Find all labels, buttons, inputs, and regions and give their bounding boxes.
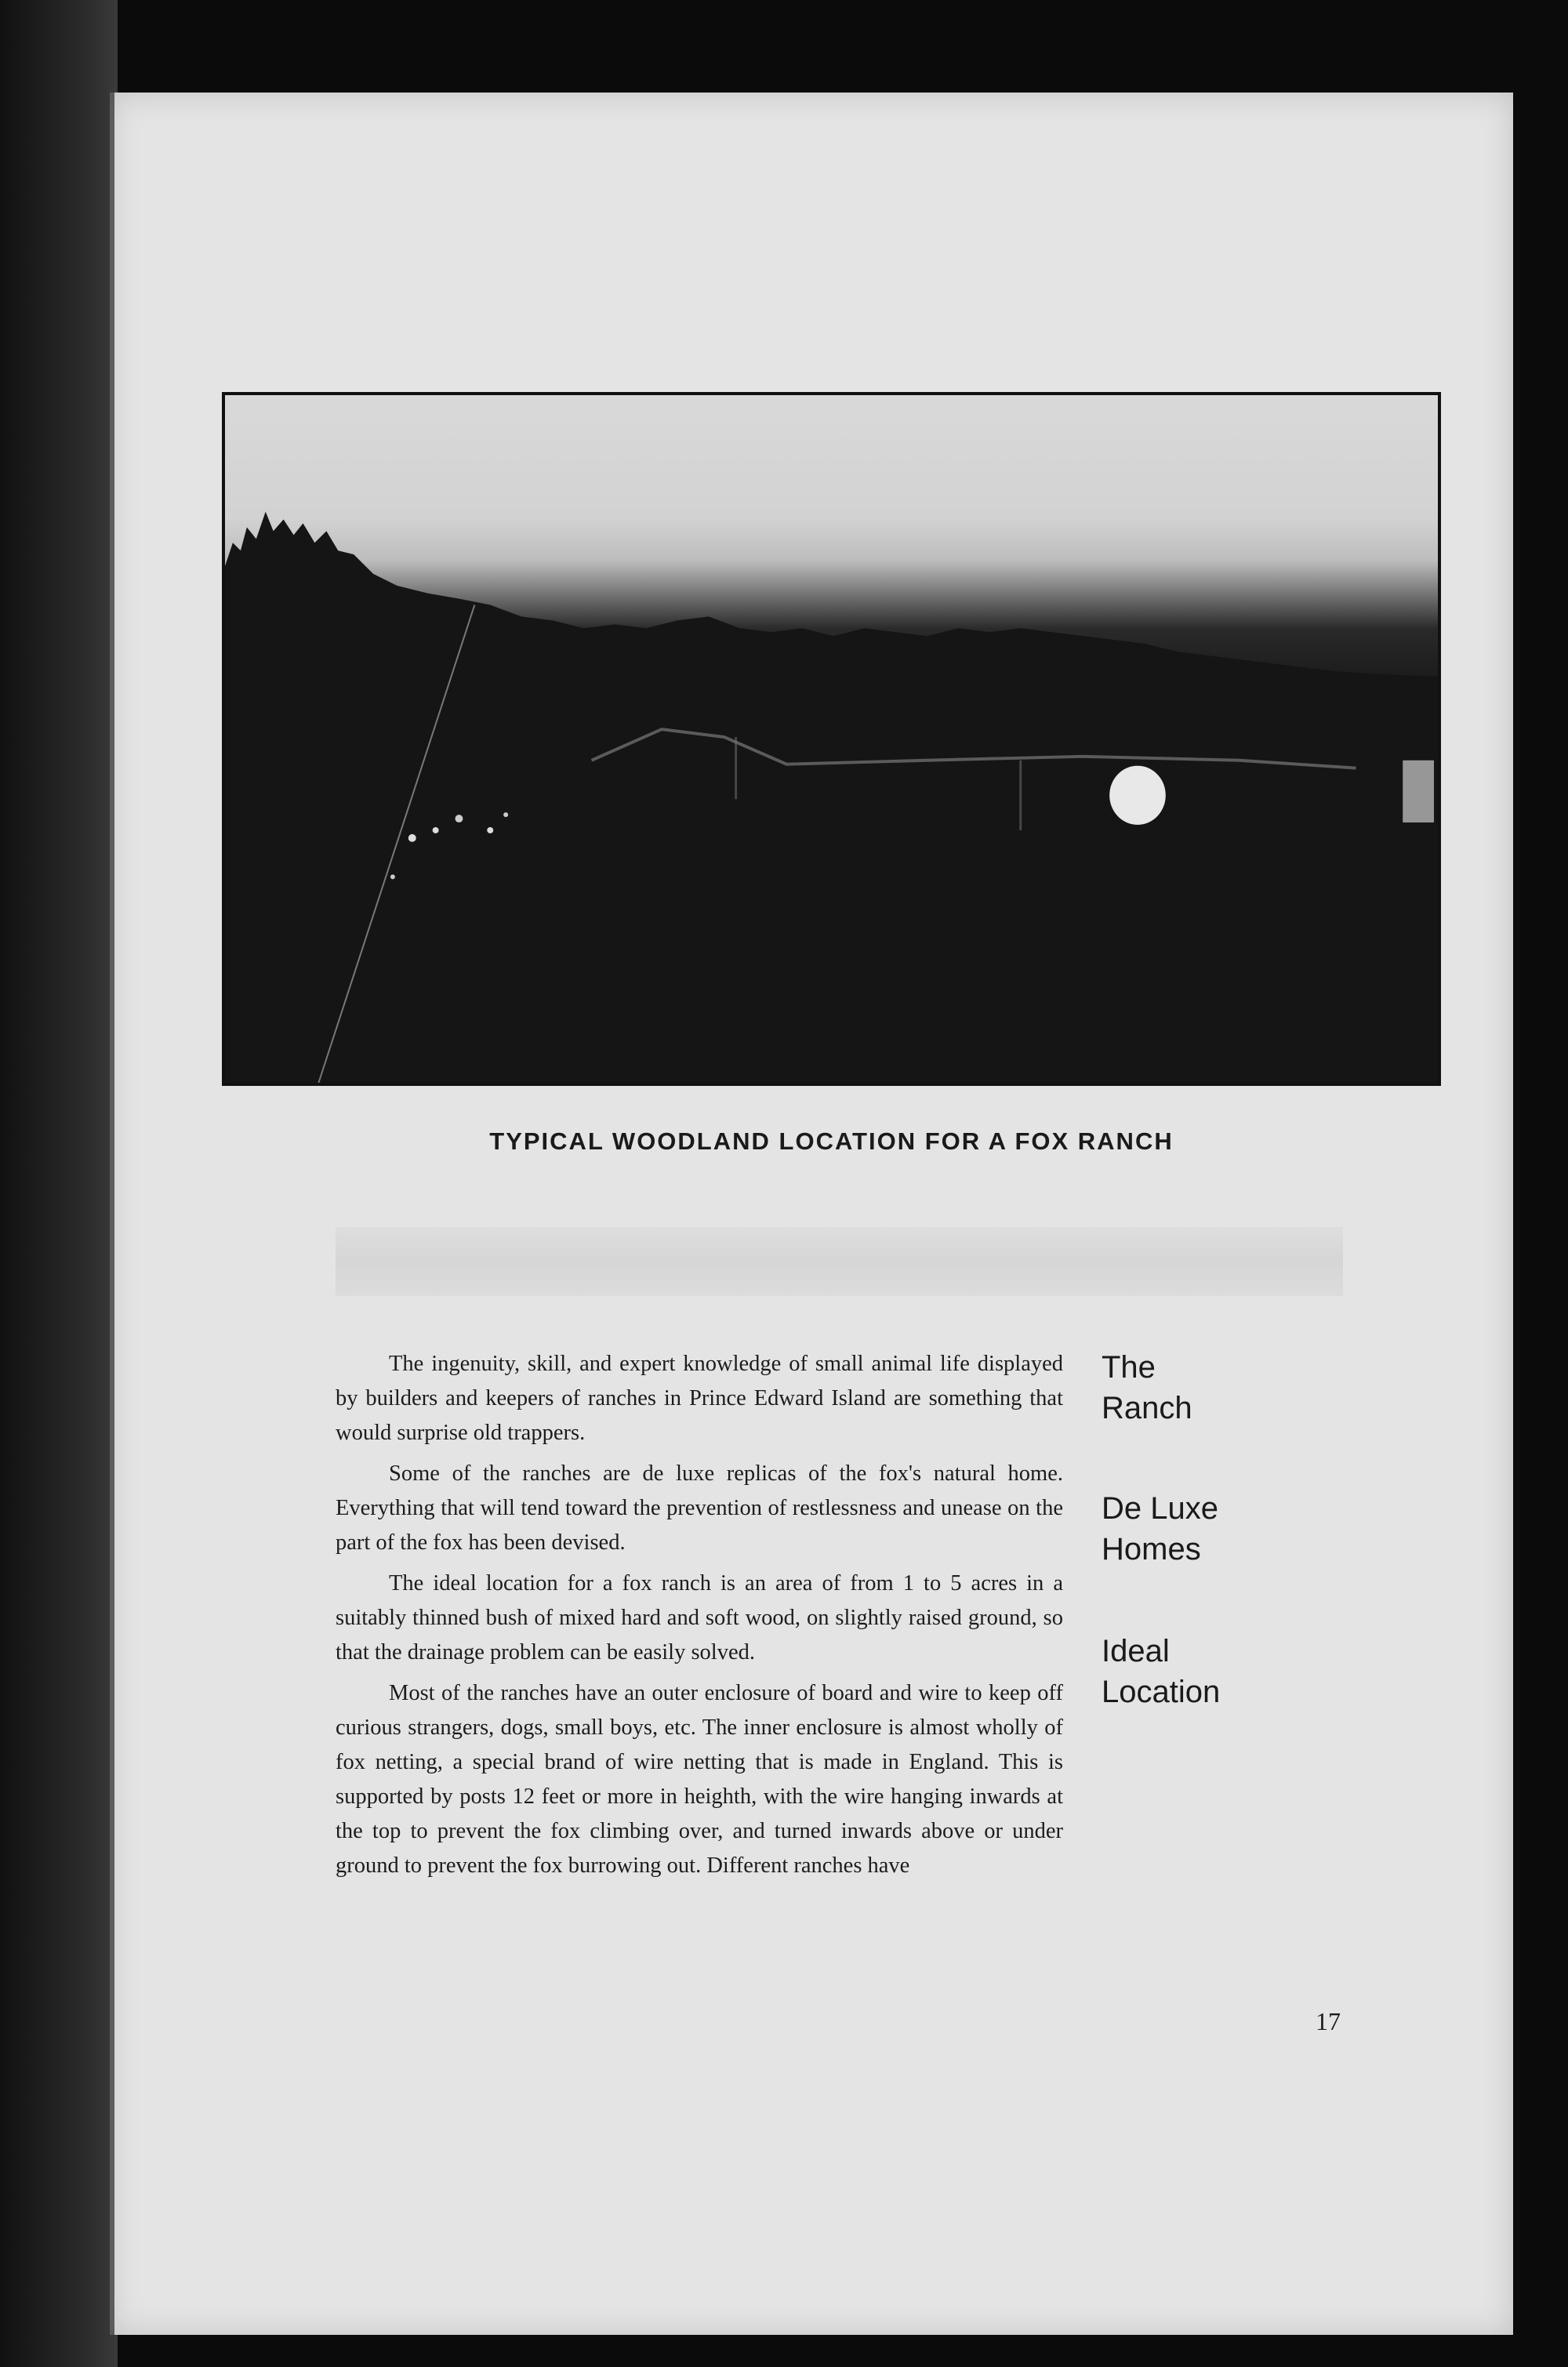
woodland-photograph xyxy=(222,392,1441,1086)
margin-note-line: Homes xyxy=(1102,1532,1201,1567)
margin-note-line: Ranch xyxy=(1102,1391,1192,1425)
margin-note-line: De Luxe xyxy=(1102,1491,1218,1526)
decorative-band xyxy=(336,1227,1343,1296)
tree-silhouette-image xyxy=(225,395,1438,1083)
margin-note-line: Ideal xyxy=(1102,1634,1170,1668)
margin-note-de-luxe-homes xyxy=(1102,1488,1218,1570)
margin-note-ideal-location xyxy=(1102,1631,1220,1712)
paragraph-deluxe-homes: Some of the ranches are de luxe replicas of the fox's natural home. Everything that will tend toward the prevention of restlessness and unease on the part of the fox has been devised. xyxy=(336,1461,1063,1555)
page-number: 17 xyxy=(1316,2007,1341,2035)
margin-note-line: Location xyxy=(1102,1675,1221,1709)
paragraph-ideal-location: The ideal location for a fox ranch is an area of from 1 to 5 acres in a suitably thinned bush of mixed hard and soft wood, on slightly raised ground, so that the drainage problem can be easily solved. xyxy=(336,1571,1063,1665)
page-binding-edge xyxy=(110,93,114,2335)
article-body xyxy=(336,1347,1063,1890)
paragraph-ranch: The ingenuity, skill, and expert knowledge of small animal life displayed by builders and keepers of ranches in Prince Edward Island are something that would surprise old trappers. xyxy=(336,1352,1063,1445)
margin-note-the-ranch xyxy=(1102,1347,1192,1429)
margin-note-line: The xyxy=(1102,1350,1156,1385)
facing-page-edge xyxy=(0,0,118,2367)
paragraph-enclosures: Most of the ranches have an outer enclosure of board and wire to keep off curious strangers, dogs, small boys, etc. The inner enclosure is almost wholly of fox netting, a special brand of wire netting that is made in England. This is supported by posts 12 feet or more in heighth, with the wire hanging inwards at the top to prevent the fox climbing over, and turned inwards above or under ground to prevent the fox burrowing out. Different ranches have xyxy=(336,1681,1063,1878)
photo-caption: TYPICAL WOODLAND LOCATION FOR A FOX RANCH xyxy=(489,1127,1174,1155)
